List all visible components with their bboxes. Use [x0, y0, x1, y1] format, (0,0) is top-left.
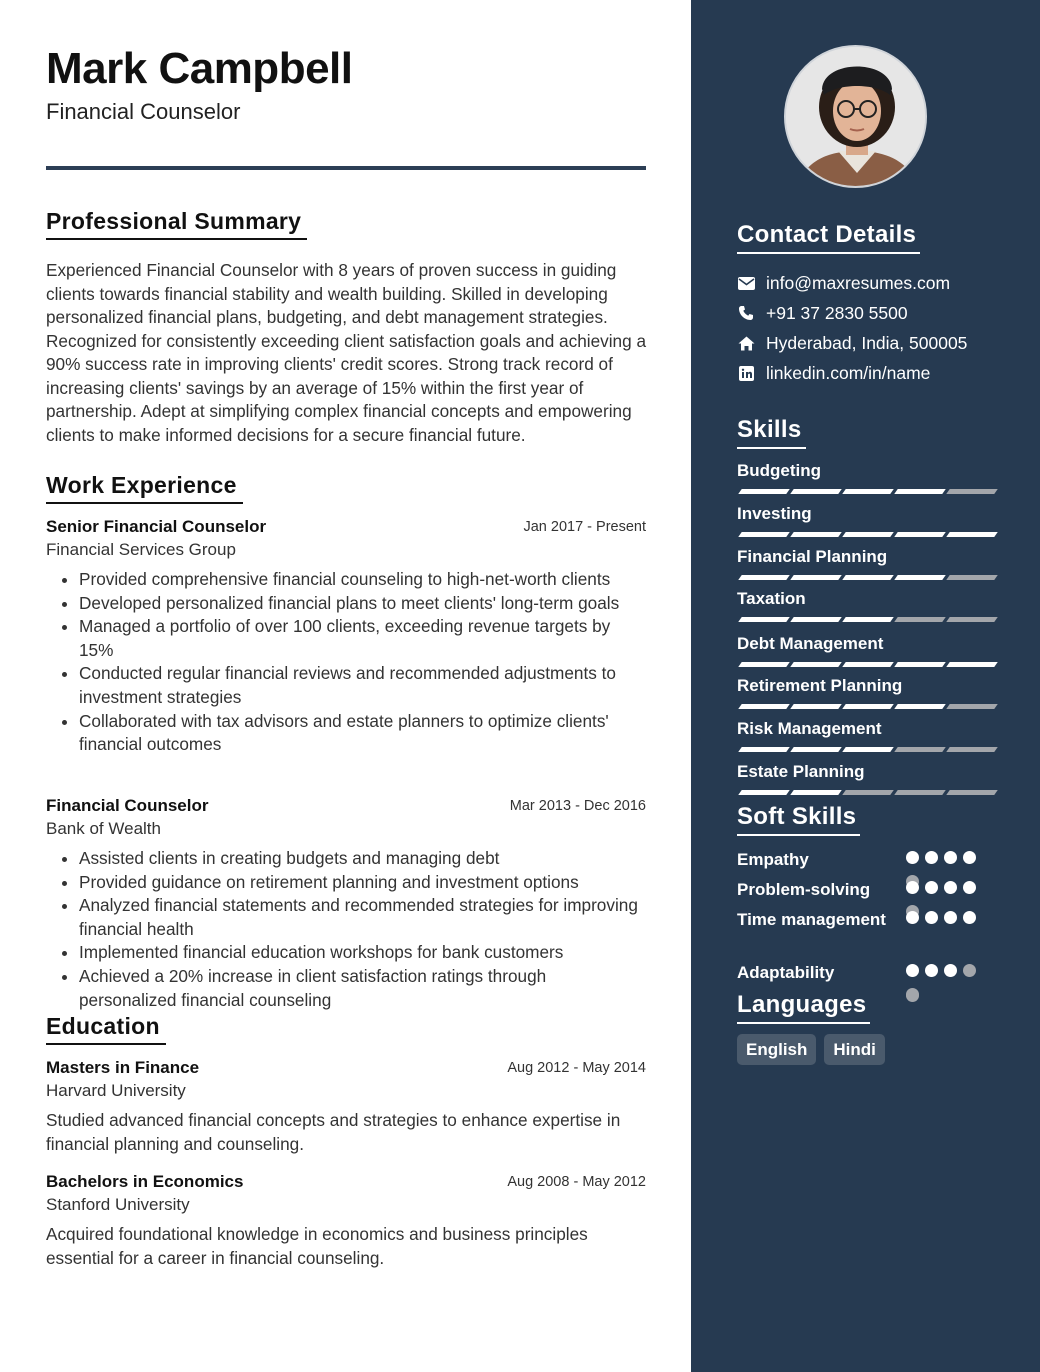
- degree-title: Bachelors in Economics: [46, 1172, 244, 1191]
- job-bullet: • Analyzed financial statements and recommended strategies for improving financial health: [79, 894, 646, 941]
- skill-level-segment: [842, 532, 894, 537]
- rating-dot: [906, 988, 919, 1001]
- rating-dot: [963, 851, 976, 864]
- job-title: Financial Counselor: [46, 796, 209, 815]
- job-bullet: • Conducted regular financial reviews and recommended adjustments to investment strategies: [79, 662, 646, 709]
- linkedin-icon: [737, 364, 755, 382]
- job-title: Senior Financial Counselor: [46, 517, 267, 536]
- rating-dot: [963, 964, 976, 977]
- skill-level-segment: [738, 489, 790, 494]
- skill-level-segment: [738, 704, 790, 709]
- skill-level-segment: [946, 704, 998, 709]
- contact-phone[interactable]: [737, 298, 967, 328]
- job-organization: Financial Services Group: [46, 540, 236, 559]
- skill-item: [737, 460, 997, 482]
- skill-name: Estate Planning: [737, 762, 865, 781]
- skill-level-segment: [738, 790, 790, 795]
- email-text: info@maxresumes.com: [766, 272, 951, 293]
- job-bullet: • Collaborated with tax advisors and estate planners to optimize clients' financial outcomes: [79, 710, 646, 757]
- skill-level-segment: [842, 790, 894, 795]
- skill-level-segment: [894, 489, 946, 494]
- rating-dot: [944, 964, 957, 977]
- skill-name: Budgeting: [737, 461, 822, 480]
- rating-dot: [906, 911, 919, 924]
- rating-dot: [925, 851, 938, 864]
- phone-icon: [737, 304, 755, 322]
- contact-list: [737, 268, 967, 388]
- contact-address: [737, 328, 967, 358]
- school-name: Harvard University: [46, 1081, 186, 1100]
- skill-level-segment: [790, 532, 842, 537]
- skill-level-bar: [737, 704, 997, 710]
- soft-skill-item: [737, 961, 997, 985]
- skill-level-segment: [842, 662, 894, 667]
- education-entry: [46, 1171, 646, 1270]
- language-chip: English: [737, 1034, 816, 1065]
- skill-level-bar: [737, 489, 997, 495]
- job-entry: [46, 516, 646, 757]
- candidate-name: Mark Campbell: [46, 44, 353, 93]
- skill-level-segment: [894, 575, 946, 580]
- rating-dot: [925, 964, 938, 977]
- skill-name: Financial Planning: [737, 547, 888, 566]
- skill-name: Investing: [737, 504, 812, 523]
- skill-level-segment: [946, 747, 998, 752]
- skill-level-segment: [738, 662, 790, 667]
- envelope-icon: [737, 274, 755, 292]
- skill-level-segment: [738, 747, 790, 752]
- rating-dot: [906, 881, 919, 894]
- header-divider: [46, 166, 646, 170]
- rating-dot: [963, 881, 976, 894]
- job-bullet: • Provided guidance on retirement planning and investment options: [79, 871, 646, 895]
- skill-level-segment: [738, 532, 790, 537]
- soft-skill-name: Problem-solving: [737, 880, 871, 899]
- skill-level-segment: [894, 704, 946, 709]
- education-entry: [46, 1057, 646, 1156]
- soft-skills-heading: Soft Skills: [737, 803, 857, 830]
- skill-level-segment: [894, 747, 946, 752]
- linkedin-text: linkedin.com/in/name: [766, 362, 931, 383]
- candidate-role: Financial Counselor: [46, 99, 241, 124]
- skill-level-segment: [946, 575, 998, 580]
- rating-dot: [944, 851, 957, 864]
- skill-name: Retirement Planning: [737, 676, 903, 695]
- soft-skill-name: Empathy: [737, 850, 809, 869]
- languages-heading: Languages: [737, 991, 867, 1018]
- phone-text: +91 37 2830 5500: [766, 302, 908, 323]
- skill-level-segment: [946, 489, 998, 494]
- job-bullet: • Assisted clients in creating budgets and managing debt: [79, 847, 646, 871]
- job-bullet: • Developed personalized financial plans to meet clients' long-term goals: [79, 592, 646, 616]
- summary-text: Experienced Financial Counselor with 8 years of proven success in guiding clients towards financial stability and wealth building. Skilled in developing personalized financial plans, budgeting, and debt management strategies. Recognized for consistently exceeding client satisfaction goals and achieving a 90% success rate in improving clients' credit scores. Strong track record of increasing clients' savings by an average of 15% within the first year of partnership. Adept at simplifying complex financial concepts and empowering clients to make informed decisions for a secure financial future.: [46, 260, 647, 445]
- skill-name: Risk Management: [737, 719, 882, 738]
- skill-level-bar: [737, 747, 997, 753]
- skill-level-segment: [790, 790, 842, 795]
- education-heading: Education: [46, 1013, 160, 1039]
- skills-heading: Skills: [737, 416, 802, 443]
- skill-level-segment: [894, 662, 946, 667]
- skill-level-segment: [738, 617, 790, 622]
- profile-photo: [786, 47, 927, 188]
- contact-heading: Contact Details: [737, 221, 917, 248]
- rating-dot: [944, 881, 957, 894]
- contact-email[interactable]: [737, 268, 967, 298]
- education-date: Aug 2012 - May 2014: [507, 1060, 646, 1076]
- address-text: Hyderabad, India, 500005: [766, 332, 968, 353]
- home-icon: [737, 334, 755, 352]
- skill-level-segment: [790, 747, 842, 752]
- skill-level-segment: [894, 617, 946, 622]
- experience-heading: Work Experience: [46, 472, 237, 498]
- job-bullet: • Managed a portfolio of over 100 clients, exceeding revenue targets by 15%: [79, 615, 646, 662]
- summary-heading: Professional Summary: [46, 208, 302, 234]
- skill-level-segment: [842, 575, 894, 580]
- soft-skill-name: Adaptability: [737, 963, 835, 982]
- rating-dot: [925, 881, 938, 894]
- skill-item: [737, 588, 997, 610]
- job-bullet: • Implemented financial education workshops for bank customers: [79, 941, 646, 965]
- soft-skill-name: Time management: [737, 910, 886, 929]
- skill-level-segment: [790, 575, 842, 580]
- skill-level-segment: [842, 747, 894, 752]
- education-description: Acquired foundational knowledge in economics and business principles essential for a career in financial counseling.: [46, 1224, 588, 1268]
- job-entry: [46, 795, 646, 1012]
- rating-dot: [906, 964, 919, 977]
- job-bullet: • Achieved a 20% increase in client satisfaction ratings through personalized financial counseling: [79, 965, 646, 1012]
- language-chip: Hindi: [824, 1034, 885, 1065]
- skill-level-segment: [946, 662, 998, 667]
- education-date: Aug 2008 - May 2012: [507, 1174, 646, 1190]
- skill-level-segment: [790, 489, 842, 494]
- soft-skill-item: [737, 908, 997, 932]
- job-date: Jan 2017 - Present: [523, 519, 646, 535]
- soft-skill-item: [737, 848, 997, 872]
- skill-name: Debt Management: [737, 634, 884, 653]
- job-date: Mar 2013 - Dec 2016: [509, 798, 646, 814]
- skill-level-segment: [946, 790, 998, 795]
- skill-item: [737, 546, 997, 568]
- education-description: Studied advanced financial concepts and strategies to enhance expertise in financial planning and counseling.: [46, 1110, 621, 1154]
- school-name: Stanford University: [46, 1195, 190, 1214]
- rating-dot: [925, 911, 938, 924]
- skill-level-bar: [737, 790, 997, 796]
- skill-item: [737, 633, 997, 655]
- skill-item: [737, 718, 997, 740]
- skill-level-segment: [842, 617, 894, 622]
- skill-name: Taxation: [737, 589, 806, 608]
- skill-level-segment: [946, 532, 998, 537]
- skill-level-segment: [738, 575, 790, 580]
- degree-title: Masters in Finance: [46, 1058, 200, 1077]
- skill-level-segment: [790, 704, 842, 709]
- job-bullets: [46, 568, 646, 757]
- rating-dot: [944, 911, 957, 924]
- skill-level-segment: [894, 790, 946, 795]
- skill-level-segment: [946, 617, 998, 622]
- rating-dot: [963, 911, 976, 924]
- avatar: [784, 45, 927, 188]
- skill-level-segment: [790, 617, 842, 622]
- skill-level-bar: [737, 617, 997, 623]
- skill-level-bar: [737, 532, 997, 538]
- contact-linkedin[interactable]: [737, 358, 967, 388]
- job-bullet: • Provided comprehensive financial counseling to high-net-worth clients: [79, 568, 646, 592]
- job-bullets: [46, 847, 646, 1012]
- soft-skill-item: [737, 878, 997, 902]
- sidebar: [691, 0, 1040, 1372]
- skill-item: [737, 761, 997, 783]
- skill-level-segment: [894, 532, 946, 537]
- job-organization: Bank of Wealth: [46, 819, 161, 838]
- skill-level-bar: [737, 662, 997, 668]
- skill-level-segment: [842, 704, 894, 709]
- skill-item: [737, 503, 997, 525]
- languages-list: [737, 1034, 885, 1065]
- rating-dot: [906, 851, 919, 864]
- skill-level-segment: [842, 489, 894, 494]
- skill-level-segment: [790, 662, 842, 667]
- skill-level-bar: [737, 575, 997, 581]
- skill-item: [737, 675, 997, 697]
